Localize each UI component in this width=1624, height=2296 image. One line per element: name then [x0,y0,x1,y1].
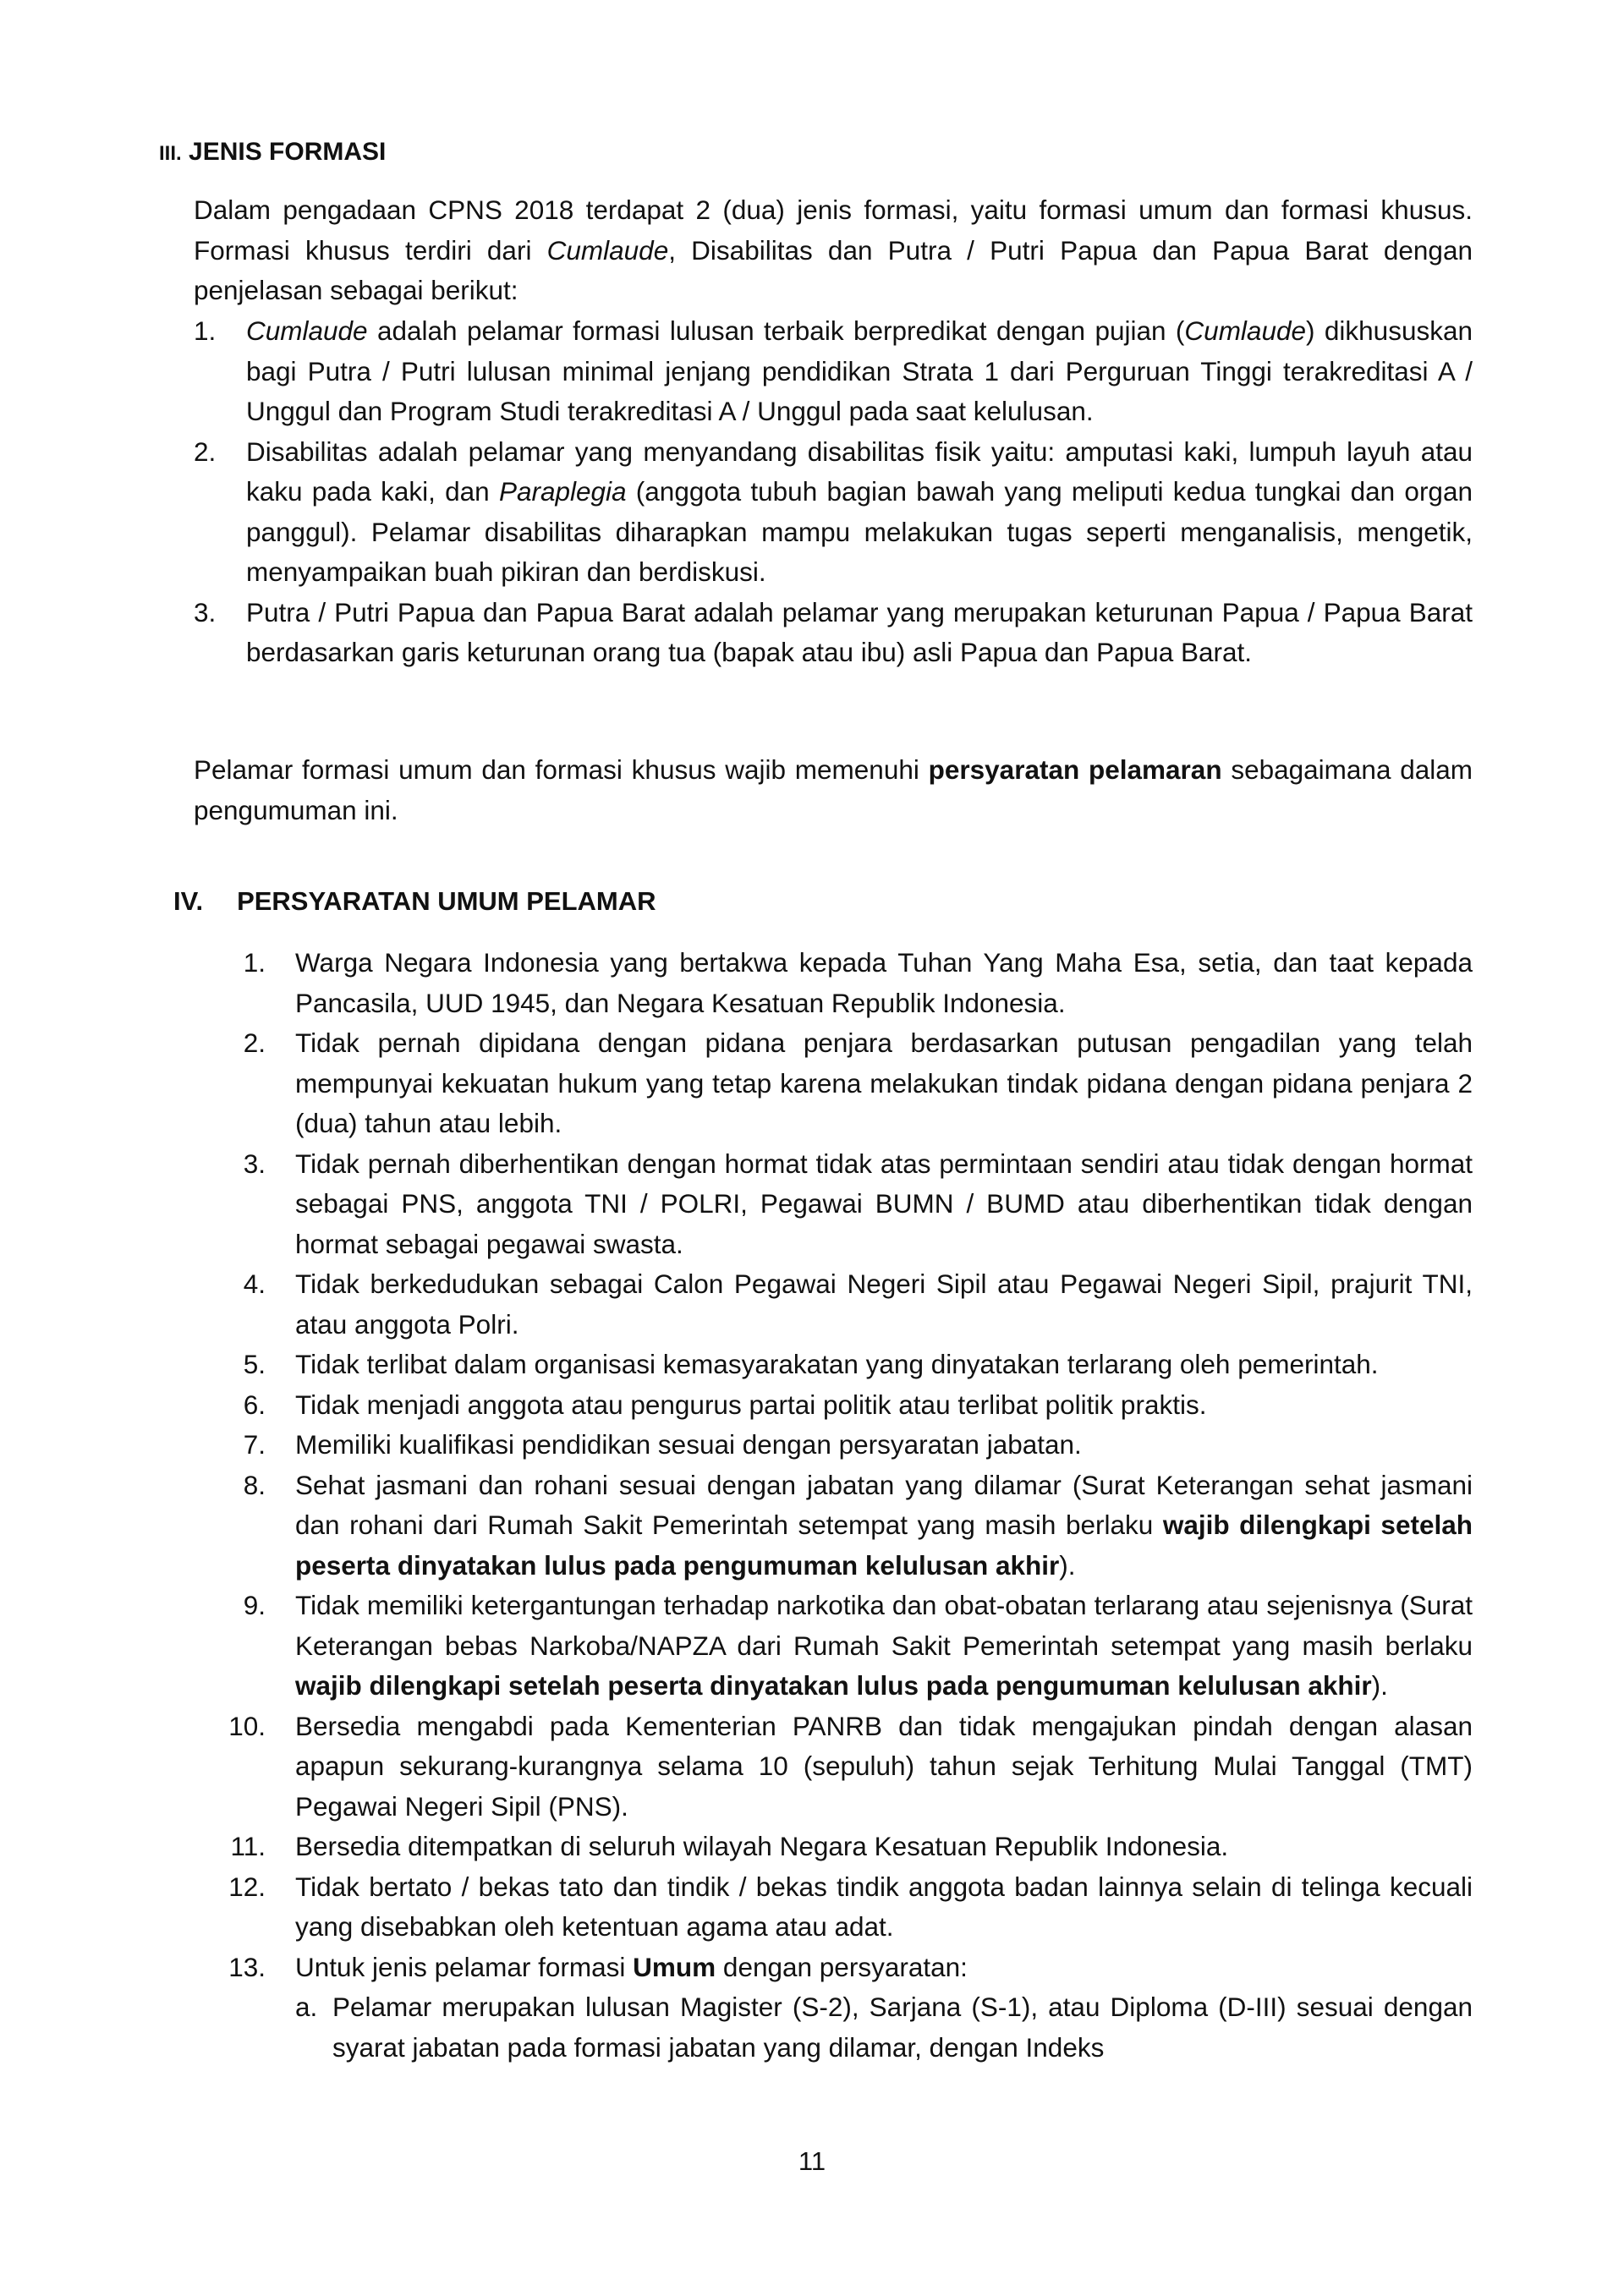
section-3-roman: III. [159,142,182,165]
section-4-roman: IV. [173,886,204,916]
section-3-heading [159,132,386,174]
section-3-closing: Pelamar formasi umum dan formasi khusus wajib memenuhi persyaratan pelamaran sebagaimana dalam pengumuman ini. [194,754,1473,825]
list-item: 5. Tidak terlibat dalam organisasi kemasyarakatan yang dinyatakan terlarang oleh pemerintah. [243,1349,1379,1379]
list-item: 1. Warga Negara Indonesia yang bertakwa kepada Tuhan Yang Maha Esa, setia, dan taat kepada Pancasila, UUD 1945, dan Negara Kesatuan Republik Indonesia. [243,947,1473,1018]
section-4-title: PERSYARATAN UMUM PELAMAR [237,886,656,916]
list-item: 10. Bersedia mengabdi pada Kementerian PANRB dan tidak mengajukan pindah dengan alasan apapun sekurang-kurangnya selama 10 (sepuluh) tahun sejak Terhitung Mulai Tanggal (TMT) Pegawai Negeri Sipil (PNS). [228,1710,1473,1822]
list-item: 12. Tidak bertato / bekas tato dan tindik / bekas tindik anggota badan lainnya selain di telinga kecuali yang disebabkan oleh ketentuan agama atau adat. [228,1871,1473,1942]
formasi-khusus-list [194,311,1473,673]
list-item: 4. Tidak berkedudukan sebagai Calon Pegawai Negeri Sipil atau Pegawai Negeri Sipil, prajurit TNI, atau anggota Polri. [243,1269,1473,1340]
section-3-title: JENIS FORMASI [189,138,387,166]
list-item: 2. Disabilitas adalah pelamar yang menyandang disabilitas fisik yaitu: amputasi kaki, lumpuh layuh atau kaku pada kaki, dan Paraplegia (anggota tubuh bagian bawah yang meliputi kedua tungkai dan organ panggul). Pelamar disabilitas diharapkan mampu melakukan tugas seperti menganalisis, mengetik, menyampaikan buah pikiran dan berdiskusi. [194,436,1473,587]
list-item: 9. Tidak memiliki ketergantungan terhadap narkotika dan obat-obatan terlarang atau sejenisnya (Surat Keterangan bebas Narkoba/NAPZA dari Rumah Sakit Pemerintah setempat yang masih berlaku wajib dilengkapi setelah peserta dinyatakan lulus pada pengumuman kelulusan akhir). [243,1590,1473,1701]
list-item: 3. Tidak pernah diberhentikan dengan hormat tidak atas permintaan sendiri atau tidak dengan hormat sebagai PNS, anggota TNI / POLRI, Pegawai BUMN / BUMD atau diberhentikan tidak dengan hormat sebagai pegawai swasta. [243,1148,1473,1259]
list-item: 8. Sehat jasmani dan rohani sesuai dengan jabatan yang dilamar (Surat Keterangan sehat jasmani dan rohani dari Rumah Sakit Pemerintah setempat yang masih berlaku wajib dilengkapi setelah peserta dinyatakan lulus pada pengumuman kelulusan akhir). [243,1469,1473,1581]
list-item: 1. Cumlaude adalah pelamar formasi lulusan terbaik berpredikat dengan pujian (Cumlaude) dikhususkan bagi Putra / Putri lulusan minimal jenjang pendidikan Strata 1 dari Perguruan Tinggi terakreditasi A / Unggul dan Program Studi terakreditasi A / Unggul pada saat kelulusan. [194,315,1473,426]
list-item: 7. Memiliki kualifikasi pendidikan sesuai dengan persyaratan jabatan. [243,1429,1082,1460]
list-item: 3. Putra / Putri Papua dan Papua Barat adalah pelamar yang merupakan keturunan Papua / Papua Barat berdasarkan garis keturunan orang tua (bapak atau ibu) asli Papua dan Papua Barat. [194,596,1473,667]
section-3-intro: Dalam pengadaan CPNS 2018 terdapat 2 (dua) jenis formasi, yaitu formasi umum dan formasi khusus. Formasi khusus terdiri dari Cumlaude, Disabilitas dan Putra / Putri Papua dan Papua Barat dengan penjelasan sebagai berikut: [194,195,1473,305]
list-item: 6. Tidak menjadi anggota atau pengurus partai politik atau terlibat politik praktis. [243,1389,1207,1420]
sub-list-item: a. Pelamar merupakan lulusan Magister (S-2), Sarjana (S-1), atau Diploma (D-III) sesuai dengan syarat jabatan pada formasi jabatan yang dilamar, dengan Indeks [295,1992,1473,2063]
list-item: 13. Untuk jenis pelamar formasi Umum dengan persyaratan: a. Pelamar merupakan lulusan Magister (S-2), Sarjana (S-1), atau Diploma (D-III) sesuai dengan syarat jabatan pada formasi jabatan yang dilamar, dengan Indeks [225,1948,1473,2069]
list-item: 11. Bersedia ditempatkan di seluruh wilayah Negara Kesatuan Republik Indonesia. [230,1831,1229,1861]
page-number: 11 [798,2146,826,2176]
persyaratan-umum-list [225,943,1473,2068]
sub-list [295,1987,1473,2068]
list-item: 2. Tidak pernah dipidana dengan pidana penjara berdasarkan putusan pengadilan yang telah mempunyai kekuatan hukum yang tetap karena melakukan tindak pidana dengan pidana penjara 2 (dua) tahun atau lebih. [243,1027,1473,1138]
section-4-heading [173,881,656,922]
